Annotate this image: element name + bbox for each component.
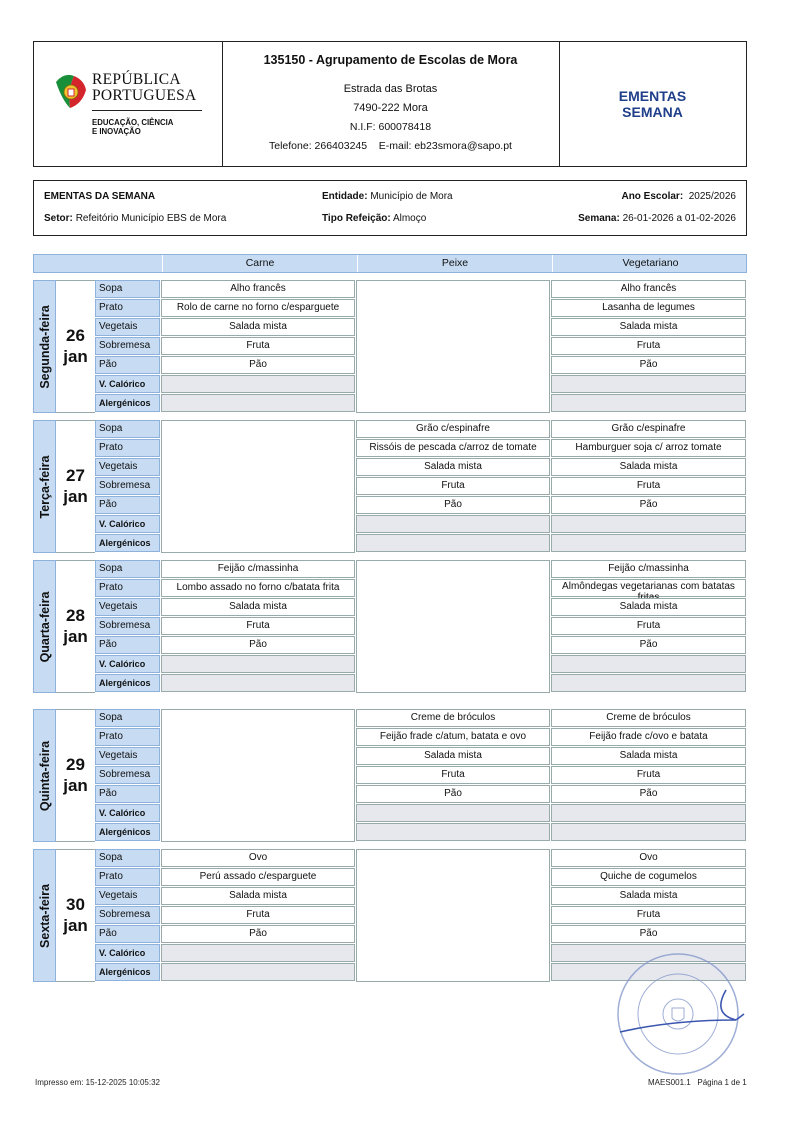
vegetariano-pao: Pão — [551, 925, 746, 943]
carne-pao: Pão — [161, 636, 355, 654]
info-heading: EMENTAS DA SEMANA — [44, 191, 156, 202]
weekday-label: Segunda-feira — [38, 305, 52, 389]
carne-sobremesa: Fruta — [161, 906, 355, 924]
row-label: Prato — [95, 868, 160, 886]
day-month: jan — [63, 347, 88, 366]
day-block-quinta-feira — [33, 709, 747, 842]
stamp-seal-icon — [612, 950, 750, 1076]
column-peixe: Peixe — [357, 255, 552, 272]
peixe-sobremesa: Fruta — [356, 766, 550, 784]
logo-cell — [34, 42, 223, 166]
vegetariano-vegetais: Salada mista — [551, 598, 746, 616]
row-label: V. Calórico — [95, 375, 160, 393]
row-label: Vegetais — [95, 887, 160, 905]
vegetariano-sobremesa: Fruta — [551, 766, 746, 784]
weekday-label: Terça-feira — [38, 455, 52, 519]
vegetariano-prato: Quiche de cogumelos — [551, 868, 746, 886]
row-label: Alergénicos — [95, 674, 160, 692]
weekday-bar — [33, 420, 56, 553]
republic-logo — [54, 68, 214, 148]
row-label: Sobremesa — [95, 906, 160, 924]
day-block-terça-feira — [33, 420, 747, 553]
day-number: 29 — [66, 755, 85, 774]
vegetariano-allergens — [551, 394, 746, 412]
weekday-bar — [33, 849, 56, 982]
carne-vegetais: Salada mista — [161, 318, 355, 336]
carne-sopa: Alho francês — [161, 280, 355, 298]
day-block-segunda-feira — [33, 280, 747, 413]
row-label: Prato — [95, 728, 160, 746]
row-label: Sopa — [95, 560, 160, 578]
row-label: Pão — [95, 636, 160, 654]
day-month: jan — [63, 487, 88, 506]
row-label: Pão — [95, 496, 160, 514]
date-box — [56, 849, 95, 982]
row-label: Vegetais — [95, 598, 160, 616]
row-label: Sopa — [95, 709, 160, 727]
row-label: Prato — [95, 439, 160, 457]
vegetariano-sobremesa: Fruta — [551, 906, 746, 924]
carne-calories — [161, 944, 355, 962]
sector-field: Setor: Refeitório Município EBS de Mora — [44, 213, 227, 224]
weekday-bar — [33, 560, 56, 693]
carne-allergens — [161, 963, 355, 981]
menu-column-header — [33, 254, 747, 273]
row-label: Alergénicos — [95, 823, 160, 841]
peixe-prato: Feijão frade c/atum, batata e ovo — [356, 728, 550, 746]
peixe-pao: Pão — [356, 785, 550, 803]
peixe-allergens — [356, 534, 550, 552]
column-vegetariano: Vegetariano — [552, 255, 748, 272]
ministry-name: EDUCAÇÃO, CIÊNCIA E INOVAÇÃO — [92, 118, 174, 136]
carne-vegetais: Salada mista — [161, 887, 355, 905]
peixe-calories — [356, 515, 550, 533]
weekday-label: Quinta-feira — [38, 740, 52, 812]
date-box — [56, 420, 95, 553]
school-year-field: Ano Escolar: 2025/2026 — [621, 191, 736, 202]
date-box — [56, 560, 95, 693]
flag-emblem-icon — [54, 70, 88, 110]
vegetariano-calories — [551, 515, 746, 533]
vegetariano-sopa: Feijão c/massinha — [551, 560, 746, 578]
vegetariano-sobremesa: Fruta — [551, 337, 746, 355]
peixe-prato: Rissóis de pescada c/arroz de tomate — [356, 439, 550, 457]
peixe-pao: Pão — [356, 496, 550, 514]
carne-sobremesa: Fruta — [161, 337, 355, 355]
entity-field: Entidade: Município de Mora — [322, 191, 453, 202]
empty-peixe-column — [356, 280, 550, 413]
vegetariano-vegetais: Salada mista — [551, 887, 746, 905]
vegetariano-sopa: Grão c/espinafre — [551, 420, 746, 438]
week-info-box — [33, 180, 747, 236]
peixe-vegetais: Salada mista — [356, 747, 550, 765]
row-label: Sobremesa — [95, 766, 160, 784]
vegetariano-vegetais: Salada mista — [551, 458, 746, 476]
row-label: Vegetais — [95, 318, 160, 336]
document-title: EMENTAS SEMANA — [618, 88, 687, 120]
row-label: Pão — [95, 356, 160, 374]
nif: N.I.F: 600078418 — [349, 121, 432, 133]
row-label: Alergénicos — [95, 534, 160, 552]
title-cell — [559, 42, 746, 166]
row-label: V. Calórico — [95, 655, 160, 673]
date-box — [56, 709, 95, 842]
vegetariano-allergens — [551, 823, 746, 841]
row-label: Sopa — [95, 280, 160, 298]
vegetariano-allergens — [551, 534, 746, 552]
empty-carne-column — [161, 420, 355, 553]
carne-sobremesa: Fruta — [161, 617, 355, 635]
vegetariano-pao: Pão — [551, 496, 746, 514]
week-field: Semana: 26-01-2026 a 01-02-2026 — [578, 213, 736, 224]
logo-divider — [92, 110, 202, 111]
day-block-quarta-feira — [33, 560, 747, 693]
peixe-sobremesa: Fruta — [356, 477, 550, 495]
document-header — [33, 41, 747, 167]
carne-allergens — [161, 674, 355, 692]
row-label: Sobremesa — [95, 337, 160, 355]
carne-sopa: Ovo — [161, 849, 355, 867]
carne-pao: Pão — [161, 356, 355, 374]
vegetariano-calories — [551, 655, 746, 673]
document-reference: MAES001.1 Página 1 de 1 — [648, 1078, 747, 1087]
row-label: Sopa — [95, 420, 160, 438]
empty-carne-column — [161, 709, 355, 842]
vegetariano-vegetais: Salada mista — [551, 747, 746, 765]
carne-calories — [161, 375, 355, 393]
peixe-sopa: Creme de bróculos — [356, 709, 550, 727]
carne-vegetais: Salada mista — [161, 598, 355, 616]
vegetariano-sobremesa: Fruta — [551, 477, 746, 495]
peixe-vegetais: Salada mista — [356, 458, 550, 476]
school-info-cell — [222, 42, 560, 166]
logo-text: REPÚBLICA PORTUGUESA — [92, 71, 197, 104]
day-number: 30 — [66, 895, 85, 914]
vegetariano-pao: Pão — [551, 636, 746, 654]
weekday-bar — [33, 709, 56, 842]
vegetariano-allergens — [551, 674, 746, 692]
vegetariano-vegetais: Salada mista — [551, 318, 746, 336]
row-label: Pão — [95, 925, 160, 943]
row-label: Alergénicos — [95, 394, 160, 412]
weekday-bar — [33, 280, 56, 413]
row-label: Pão — [95, 785, 160, 803]
address-line-2: 7490-222 Mora — [353, 102, 428, 114]
empty-peixe-column — [356, 560, 550, 693]
vegetariano-prato: Lasanha de legumes — [551, 299, 746, 317]
peixe-calories — [356, 804, 550, 822]
meal-type-field: Tipo Refeição: Almoço — [322, 213, 427, 224]
column-carne: Carne — [162, 255, 357, 272]
row-label: Prato — [95, 299, 160, 317]
vegetariano-pao: Pão — [551, 785, 746, 803]
day-number: 27 — [66, 466, 85, 485]
school-stamp — [612, 950, 750, 1076]
vegetariano-sopa: Creme de bróculos — [551, 709, 746, 727]
row-label: Sobremesa — [95, 477, 160, 495]
row-label: V. Calórico — [95, 944, 160, 962]
vegetariano-calories — [551, 804, 746, 822]
peixe-allergens — [356, 823, 550, 841]
vegetariano-sobremesa: Fruta — [551, 617, 746, 635]
empty-peixe-column — [356, 849, 550, 982]
peixe-sopa: Grão c/espinafre — [356, 420, 550, 438]
address-line-1: Estrada das Brotas — [343, 83, 438, 95]
row-label: V. Calórico — [95, 515, 160, 533]
vegetariano-sopa: Alho francês — [551, 280, 746, 298]
carne-pao: Pão — [161, 925, 355, 943]
row-label: Sobremesa — [95, 617, 160, 635]
weekday-label: Sexta-feira — [38, 884, 52, 948]
vegetariano-calories — [551, 375, 746, 393]
vegetariano-prato: Hamburguer soja c/ arroz tomate — [551, 439, 746, 457]
vegetariano-prato: Almôndegas vegetarianas com batatas — [551, 579, 746, 597]
vegetariano-pao: Pão — [551, 356, 746, 374]
day-month: jan — [63, 627, 88, 646]
row-label: Vegetais — [95, 747, 160, 765]
weekday-label: Quarta-feira — [38, 591, 52, 663]
carne-sopa: Feijão c/massinha — [161, 560, 355, 578]
day-number: 28 — [66, 606, 85, 625]
row-label: Alergénicos — [95, 963, 160, 981]
row-label: Sopa — [95, 849, 160, 867]
vegetariano-sopa: Ovo — [551, 849, 746, 867]
row-label: V. Calórico — [95, 804, 160, 822]
carne-allergens — [161, 394, 355, 412]
day-number: 26 — [66, 326, 85, 345]
carne-prato: Lombo assado no forno c/batata frita — [161, 579, 355, 597]
row-label: Vegetais — [95, 458, 160, 476]
day-month: jan — [63, 916, 88, 935]
carne-prato: Rolo de carne no forno c/esparguete — [161, 299, 355, 317]
row-label: Prato — [95, 579, 160, 597]
school-title: 135150 - Agrupamento de Escolas de Mora — [263, 53, 518, 67]
day-month: jan — [63, 776, 88, 795]
print-timestamp: Impresso em: 15-12-2025 10:05:32 — [35, 1078, 160, 1087]
vegetariano-prato: Feijão frade c/ovo e batata — [551, 728, 746, 746]
date-box — [56, 280, 95, 413]
carne-calories — [161, 655, 355, 673]
carne-prato: Perú assado c/esparguete — [161, 868, 355, 886]
contact-line: Telefone: 266403245 E-mail: eb23smora@sapo.pt — [269, 140, 512, 152]
